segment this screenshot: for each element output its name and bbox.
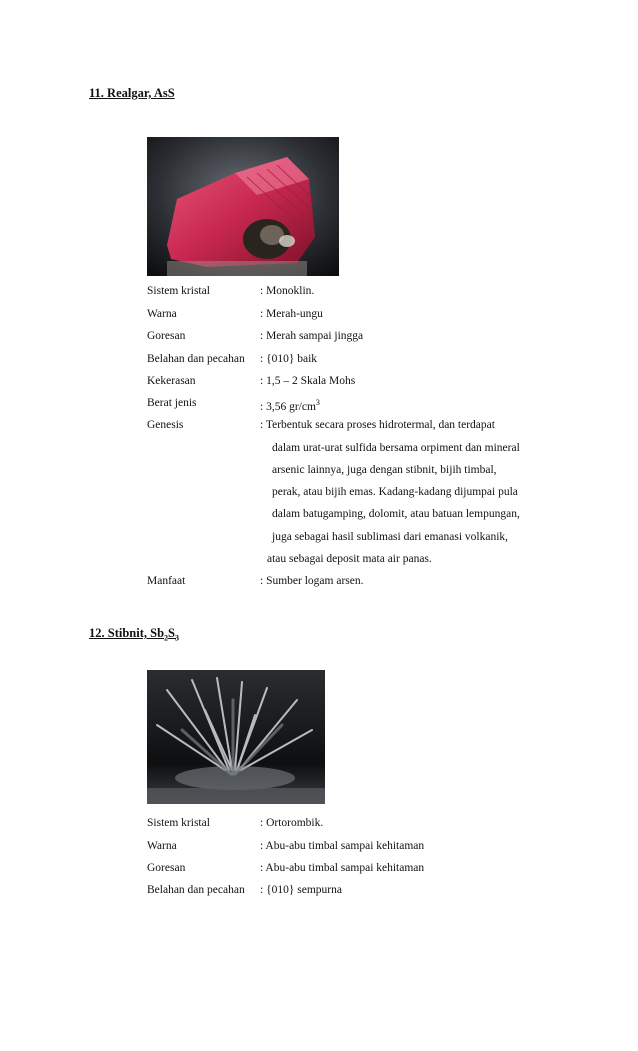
property-label: Warna: [147, 840, 177, 852]
property-value: : Monoklin.: [260, 285, 315, 297]
property-label: Goresan: [147, 862, 186, 874]
property-label: Sistem kristal: [147, 817, 210, 829]
property-label: Sistem kristal: [147, 285, 210, 297]
property-value: : Sumber logam arsen.: [260, 575, 364, 587]
genesis-line: dalam urat-urat sulfida bersama orpiment dan mineral: [272, 442, 520, 454]
property-value: : Ortorombik.: [260, 817, 324, 829]
property-label: Manfaat: [147, 575, 186, 587]
property-label: Goresan: [147, 330, 186, 342]
genesis-line: dalam batugamping, dolomit, atau batuan lempungan,: [272, 508, 520, 520]
subscript: 2: [164, 633, 169, 643]
genesis-line: juga sebagai hasil sublimasi dari emanasi volkanik,: [272, 531, 509, 543]
realgar-photo: [147, 137, 339, 276]
berat-jenis-text: : 3,56 gr/cm: [260, 400, 316, 413]
property-value: : Merah-ungu: [260, 308, 323, 320]
property-value: : {010} sempurna: [260, 884, 342, 896]
property-value: : Terbentuk secara proses hidrotermal, dan terdapat: [260, 419, 495, 431]
property-label: Belahan dan pecahan: [147, 884, 245, 896]
genesis-line: perak, atau bijih emas. Kadang-kadang dijumpai pula: [272, 486, 518, 498]
section-title-realgar: 11. Realgar, AsS: [89, 86, 175, 100]
property-label: Genesis: [147, 419, 184, 431]
subscript: 3: [174, 633, 179, 643]
property-label: Kekerasan: [147, 375, 196, 387]
property-value: : Abu-abu timbal sampai kehitaman: [260, 840, 425, 852]
property-label: Warna: [147, 308, 177, 320]
property-label: Belahan dan pecahan: [147, 353, 245, 365]
property-value: [260, 396, 320, 414]
cubic-superscript: 3: [315, 398, 320, 407]
title-text: S: [168, 626, 175, 640]
stibnite-photo: [147, 670, 325, 804]
genesis-line: atau sebagai deposit mata air panas.: [267, 553, 432, 565]
property-value: : Abu-abu timbal sampai kehitaman: [260, 862, 425, 874]
property-value: : 1,5 – 2 Skala Mohs: [260, 375, 356, 387]
property-value: : Merah sampai jingga: [260, 330, 364, 342]
genesis-line: arsenic lainnya, juga dengan stibnit, bijih timbal,: [272, 464, 497, 476]
section-title-stibnit: [89, 626, 179, 643]
property-label: Berat jenis: [147, 397, 197, 409]
title-text: 12. Stibnit, Sb: [89, 626, 165, 640]
property-value: : {010} baik: [260, 353, 318, 365]
